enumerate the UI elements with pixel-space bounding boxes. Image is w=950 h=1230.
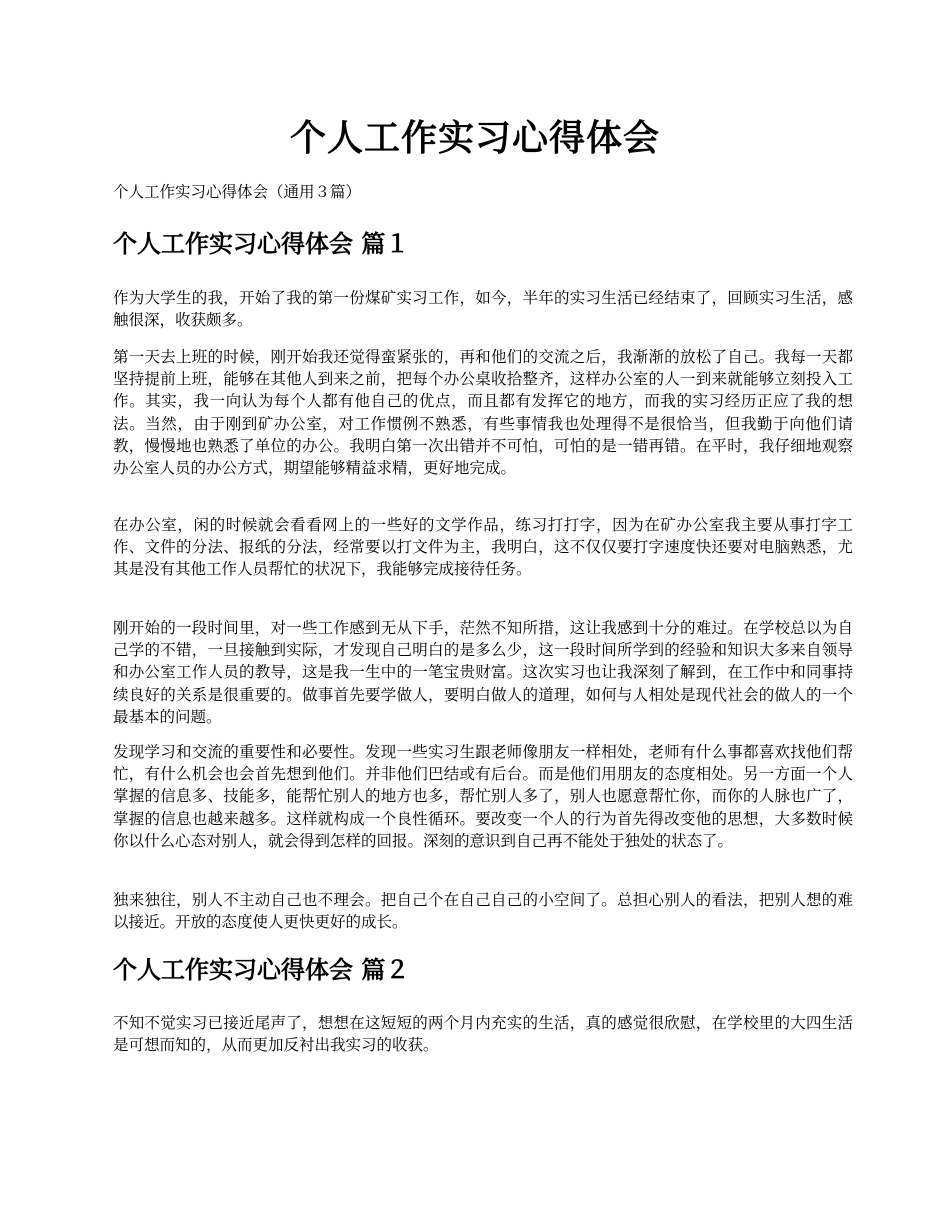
paragraph: 独来独往，别人不主动自己也不理会。把自己个在自己自己的小空间了。总担心别人的看法，把别人想的难以接近。开放的态度使人更快更好的成长。 [113,891,853,932]
document-subtitle: 个人工作实习心得体会（通用３篇） [113,183,362,201]
paragraph: 第一天去上班的时候，刚开始我还觉得蛮紧张的，再和他们的交流之后，我渐渐的放松了自己。我每一天都坚持提前上班，能够在其他人到来之前，把每个办公桌收拾整齐，这样办公室的人一到来就能够立刻投入工作。其实，我一向认为每个人都有他自己的优点，而且都有发挥它的地方，而我的实习经历正应了我的想法。当然，由于刚到矿办公室，对工作惯例不熟悉，有些事情我也处理得不是很恰当，但我勤于向他们请教，慢慢地也熟悉了单位的办公。我明白第一次出错并不可怕，可怕的是一错再错。在平时，我仔细地观察办公室人员的办公方式，期望能够精益求精，更好地完成。 [113,348,853,478]
document-title: 个人工作实习心得体会 [289,117,660,159]
paragraph: 发现学习和交流的重要性和必要性。发现一些实习生跟老师像朋友一样相处，老师有什么事都喜欢找他们帮忙，有什么机会也会首先想到他们。并非他们巴结或有后台。而是他们用朋友的态度相处。另一方面一个人掌握的信息多、技能多，能帮忙别人的地方也多，帮忙别人多了，别人也愿意帮忙你，而你的人脉也广了，掌握的信息也越来越多。这样就构成一个良性循环。要改变一个人的行为首先得改变他的思想，大多数时候你以什么心态对别人，就会得到怎样的回报。深刻的意识到自己再不能处于独处的状态了。 [113,743,853,850]
paragraph: 刚开始的一段时间里，对一些工作感到无从下手，茫然不知所措，这让我感到十分的难过。在学校总以为自己学的不错，一旦接触到实际，才发现自己明白的是多么少，这一段时间所学到的经验和知识大多来自领导和办公室工作人员的教导，这是我一生中的一笔宝贵财富。这次实习也让我深刻了解到，在工作中和同事持续良好的关系是很重要的。做事首先要学做人，要明白做人的道理，如何与人相处是现代社会的做人的一个最基本的问题。 [113,619,853,726]
paragraph: 作为大学生的我，开始了我的第一份煤矿实习工作，如今，半年的实习生活已经结束了，回顾实习生活，感触很深，收获颇多。 [113,289,853,330]
section-heading-2: 个人工作实习心得体会 篇２ [113,955,410,984]
section-heading-1: 个人工作实习心得体会 篇１ [113,229,410,258]
paragraph: 在办公室，闲的时候就会看看网上的一些好的文学作品，练习打打字，因为在矿办公室我主要从事打字工作、文件的分法、报纸的分法，经常要以打文件为主，我明白，这不仅仅要打字速度快还要对电脑熟悉，尤其是没有其他工作人员帮忙的状况下，我能够完成接待任务。 [113,516,853,579]
paragraph: 不知不觉实习已接近尾声了，想想在这短短的两个月内充实的生活，真的感觉很欣慰，在学校里的大四生活是可想而知的，从而更加反衬出我实习的收获。 [113,1014,853,1055]
